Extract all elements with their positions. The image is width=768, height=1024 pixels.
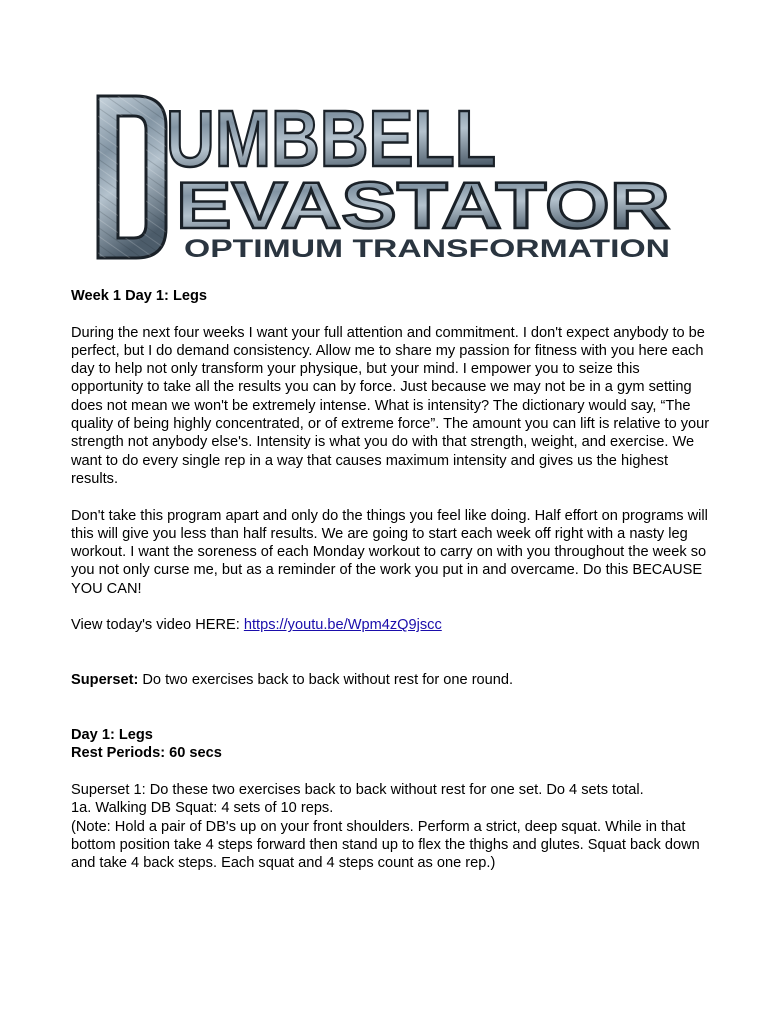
intro-paragraph: During the next four weeks I want your full attention and commitment. I don't expect anybody to be perfect, but I do demand consistency. Allow me to share my passion for fitness with you here each day to help not only transform your physique, but your mind. I empower you to seize this opportunity to take all the results you can by force. Just because we may not be in a gym setting does not mean we won't be extremely intense. What is intensity? The dictionary would say, “The quality of being highly concentrated, or of extreme force”. The amount you can lift is relative to your strength not anybody else's. Intensity is what you do with that strength, weight, and exercise. We want to do every single rep in a way that causes maximum intensity and gives us the highest results. xyxy=(71,324,710,487)
logo-line-devastator: EVASTATOR xyxy=(176,168,670,242)
program-paragraph: Don't take this program apart and only do the things you feel like doing. Half effort on programs will this will give you less than half results. We are going to start each week off right with a nasty leg workout. I want the soreness of each Monday workout to carry on with you throughout the week so you not only curse me, but as a reminder of the work you put in and overcame. Do this BECAUSE YOU CAN! xyxy=(71,507,708,597)
superset-label: Superset: xyxy=(71,672,139,689)
rest-heading: Rest Periods: 60 secs xyxy=(71,745,222,762)
video-link[interactable]: https://youtu.be/Wpm4zQ9jscc xyxy=(243,617,442,634)
video-line xyxy=(71,616,711,634)
superset-definition xyxy=(71,671,711,689)
document-body xyxy=(71,287,711,873)
logo-line-dumbbell: UMBBELL xyxy=(166,94,496,183)
exercise-1a: 1a. Walking DB Squat: 4 sets of 10 reps. xyxy=(71,800,334,817)
video-prefix: View today's video HERE: xyxy=(71,617,244,634)
exercise-1a-note: (Note: Hold a pair of DB's up on your front shoulders. Perform a strict, deep squat. While in that bottom position take 4 steps forward then stand up to flex the thighs and glutes. Squat back down and take 4 back steps. Each squat and 4 steps count as one rep.) xyxy=(71,818,700,872)
superset-text: Do two exercises back to back without rest for one round. xyxy=(138,672,514,689)
superset-1-instruction: Superset 1: Do these two exercises back to back without rest for one set. Do 4 sets total. xyxy=(71,782,644,799)
logo-big-d xyxy=(98,96,166,258)
page-title: Week 1 Day 1: Legs xyxy=(71,288,208,304)
dumbbell-devastator-logo xyxy=(96,94,672,260)
day-heading: Day 1: Legs xyxy=(71,727,153,744)
logo-tagline: OPTIMUM TRANSFORMATION xyxy=(184,235,670,260)
